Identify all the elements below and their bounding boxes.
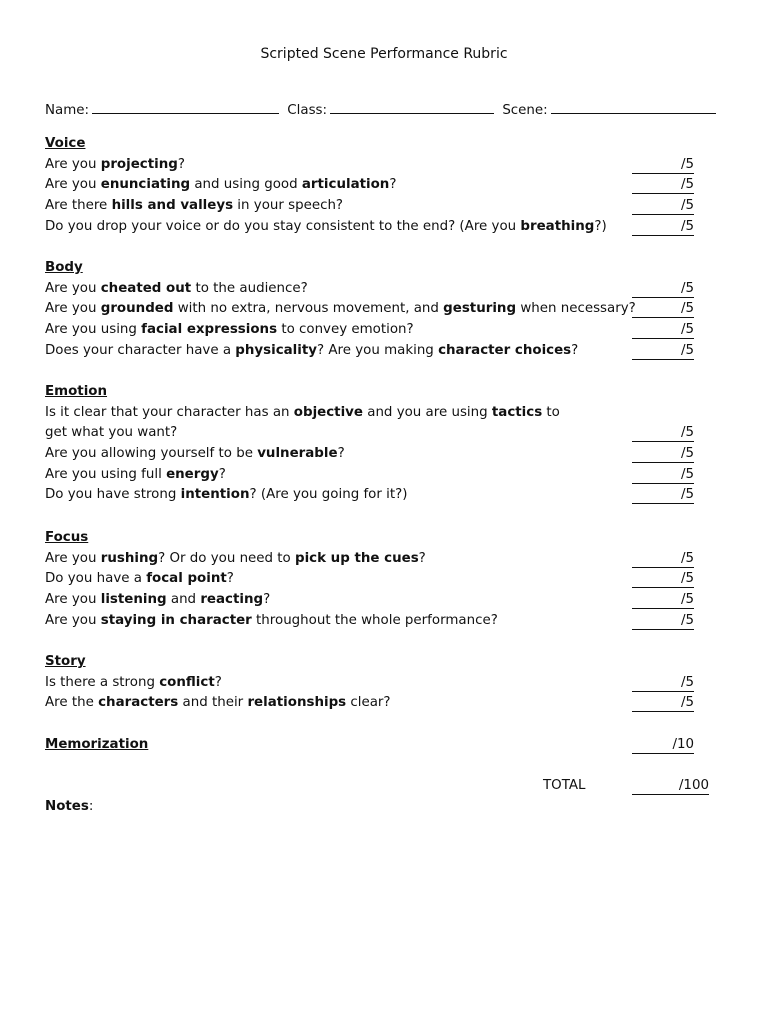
question-text: and their <box>178 695 248 711</box>
score-field[interactable]: /5 <box>632 674 694 692</box>
question-text: ? <box>418 550 426 566</box>
name-field[interactable] <box>92 100 279 114</box>
rubric-question <box>45 425 177 440</box>
question-keyword: focal point <box>146 571 227 587</box>
question-keyword: breathing <box>520 218 595 234</box>
rubric-question <box>45 301 636 316</box>
rubric-question <box>45 177 396 192</box>
question-text: ? <box>226 571 234 587</box>
scene-label: Scene: <box>502 103 548 118</box>
rubric-question <box>45 571 234 586</box>
question-keyword: enunciating <box>100 177 191 193</box>
question-keyword: hills and valleys <box>111 198 234 214</box>
question-text: to convey emotion? <box>277 322 414 338</box>
question-text: Are you <box>45 156 101 172</box>
question-keyword: vulnerable <box>257 446 338 462</box>
memorization-score-field[interactable]: /10 <box>632 736 694 754</box>
question-keyword: projecting <box>100 156 178 172</box>
question-text: ? (Are you going for it?) <box>249 487 408 503</box>
question-text: to the audience? <box>191 280 308 296</box>
rubric-row <box>45 155 725 176</box>
question-text: ? <box>263 592 271 608</box>
score-field[interactable]: /5 <box>632 466 694 484</box>
score-field[interactable]: /5 <box>632 486 694 504</box>
score-field[interactable]: /5 <box>632 342 694 360</box>
rubric-row <box>45 217 725 238</box>
rubric-row <box>45 341 725 362</box>
rubric-question <box>45 551 426 566</box>
question-text: Are you <box>45 612 101 628</box>
section-body <box>45 258 725 361</box>
question-keyword: reacting <box>200 592 264 608</box>
rubric-question <box>45 343 578 358</box>
score-field[interactable]: /5 <box>632 570 694 588</box>
rubric-question <box>45 487 407 502</box>
question-text: Are you <box>45 592 101 608</box>
score-field[interactable]: /5 <box>632 550 694 568</box>
rubric-row <box>45 320 725 341</box>
question-keyword: characters <box>98 695 179 711</box>
rubric-question <box>45 219 607 234</box>
question-keyword: rushing <box>100 550 159 566</box>
score-field[interactable]: /5 <box>632 197 694 215</box>
question-text: throughout the whole performance? <box>251 612 498 628</box>
question-keyword: pick up the cues <box>295 550 419 566</box>
rubric-question <box>45 675 222 690</box>
rubric-question <box>45 198 343 213</box>
question-text: and you are using <box>362 404 492 420</box>
rubric-question <box>45 446 345 461</box>
rubric-row <box>45 444 725 465</box>
question-text: Do you have strong <box>45 487 181 503</box>
score-field[interactable]: /5 <box>632 591 694 609</box>
question-text: ? <box>218 466 226 482</box>
question-keyword: listening <box>100 592 167 608</box>
rubric-row <box>45 569 725 590</box>
rubric-row <box>45 465 725 486</box>
question-keyword: relationships <box>247 695 347 711</box>
rubric-question <box>45 695 391 710</box>
question-keyword: cheated out <box>100 280 192 296</box>
section-heading: Body <box>45 260 83 275</box>
question-text: Do you have a <box>45 571 147 587</box>
rubric-row <box>45 279 725 300</box>
question-text: Are there <box>45 198 112 214</box>
rubric-row <box>45 403 725 424</box>
score-field[interactable]: /5 <box>632 321 694 339</box>
question-keyword: staying in character <box>100 612 252 628</box>
rubric-row <box>45 175 725 196</box>
section-heading: Voice <box>45 136 86 151</box>
question-text: ? <box>389 177 397 193</box>
question-keyword: conflict <box>159 674 215 690</box>
notes-label: Notes <box>45 799 89 814</box>
rubric-row <box>45 299 725 320</box>
question-keyword: objective <box>293 404 363 420</box>
question-text: to <box>542 404 560 420</box>
rubric-row <box>45 196 725 217</box>
question-keyword: tactics <box>491 404 543 420</box>
rubric-question <box>45 613 498 628</box>
section-heading: Focus <box>45 530 89 545</box>
total-score-field[interactable]: /100 <box>632 777 709 795</box>
question-text: Are you allowing yourself to be <box>45 446 258 462</box>
section-memorization <box>45 735 725 756</box>
question-text: get what you want? <box>45 425 178 441</box>
score-field[interactable]: /5 <box>632 445 694 463</box>
question-text: Are you <box>45 550 101 566</box>
question-text: with no extra, nervous movement, and <box>173 301 444 317</box>
question-text: Do you drop your voice or do you stay consistent to the end? (Are you <box>45 218 521 234</box>
question-text: Are you <box>45 280 101 296</box>
question-keyword: articulation <box>301 177 390 193</box>
question-keyword: gesturing <box>443 301 517 317</box>
scene-field[interactable] <box>551 100 716 114</box>
question-text: ?) <box>594 218 607 234</box>
memorization-heading: Memorization <box>45 737 149 752</box>
question-text: Are you <box>45 301 101 317</box>
score-field[interactable]: /5 <box>632 156 694 174</box>
score-field[interactable]: /5 <box>632 280 694 298</box>
question-text: ? <box>214 674 222 690</box>
question-text: when necessary? <box>516 301 636 317</box>
question-text: ? <box>337 446 345 462</box>
rubric-question <box>45 157 185 172</box>
question-keyword: energy <box>166 466 219 482</box>
question-keyword: intention <box>180 487 250 503</box>
section-heading: Story <box>45 654 86 669</box>
rubric-question <box>45 281 308 296</box>
section-heading: Emotion <box>45 384 108 399</box>
question-text: Is there a strong <box>45 674 160 690</box>
question-text: ? <box>177 156 185 172</box>
section-story <box>45 652 725 714</box>
rubric-question <box>45 592 270 607</box>
question-text: ? <box>571 342 579 358</box>
rubric-row <box>45 549 725 570</box>
score-field[interactable]: /5 <box>632 176 694 194</box>
rubric-question <box>45 322 414 337</box>
rubric-row <box>45 611 725 632</box>
question-text: ? Or do you need to <box>158 550 295 566</box>
question-text: Does your character have a <box>45 342 236 358</box>
page-title: Scripted Scene Performance Rubric <box>260 46 508 62</box>
section-focus <box>45 528 725 631</box>
score-field[interactable]: /5 <box>632 612 694 630</box>
question-keyword: grounded <box>100 301 174 317</box>
question-text: Are you using full <box>45 466 167 482</box>
question-text: Are you <box>45 177 101 193</box>
question-text: clear? <box>346 695 391 711</box>
rubric-row <box>45 423 725 444</box>
question-text: and using good <box>190 177 302 193</box>
student-info-line <box>45 100 725 118</box>
question-text: Are the <box>45 695 99 711</box>
question-text: and <box>166 592 201 608</box>
class-label: Class: <box>287 103 328 118</box>
section-emotion <box>45 382 725 506</box>
question-text: in your speech? <box>233 198 344 214</box>
score-field[interactable]: /5 <box>632 694 694 712</box>
rubric-question <box>45 405 560 420</box>
score-field[interactable]: /5 <box>632 218 694 236</box>
rubric-question <box>45 467 226 482</box>
section-voice <box>45 134 725 237</box>
name-label: Name: <box>45 103 90 118</box>
total-label: TOTAL <box>543 778 586 793</box>
question-text: Are you using <box>45 322 142 338</box>
rubric-row <box>45 673 725 694</box>
question-keyword: physicality <box>235 342 317 358</box>
rubric-row <box>45 590 725 611</box>
notes-colon: : <box>88 799 94 814</box>
question-text: Is it clear that your character has an <box>45 404 294 420</box>
section-notes <box>45 797 725 818</box>
score-field[interactable]: /5 <box>632 424 694 442</box>
rubric-row <box>45 693 725 714</box>
class-field[interactable] <box>330 100 494 114</box>
section-total <box>45 776 725 797</box>
question-text: ? Are you making <box>317 342 439 358</box>
question-keyword: facial expressions <box>141 322 278 338</box>
score-field[interactable]: /5 <box>632 300 694 318</box>
rubric-row <box>45 485 725 506</box>
question-keyword: character choices <box>438 342 572 358</box>
